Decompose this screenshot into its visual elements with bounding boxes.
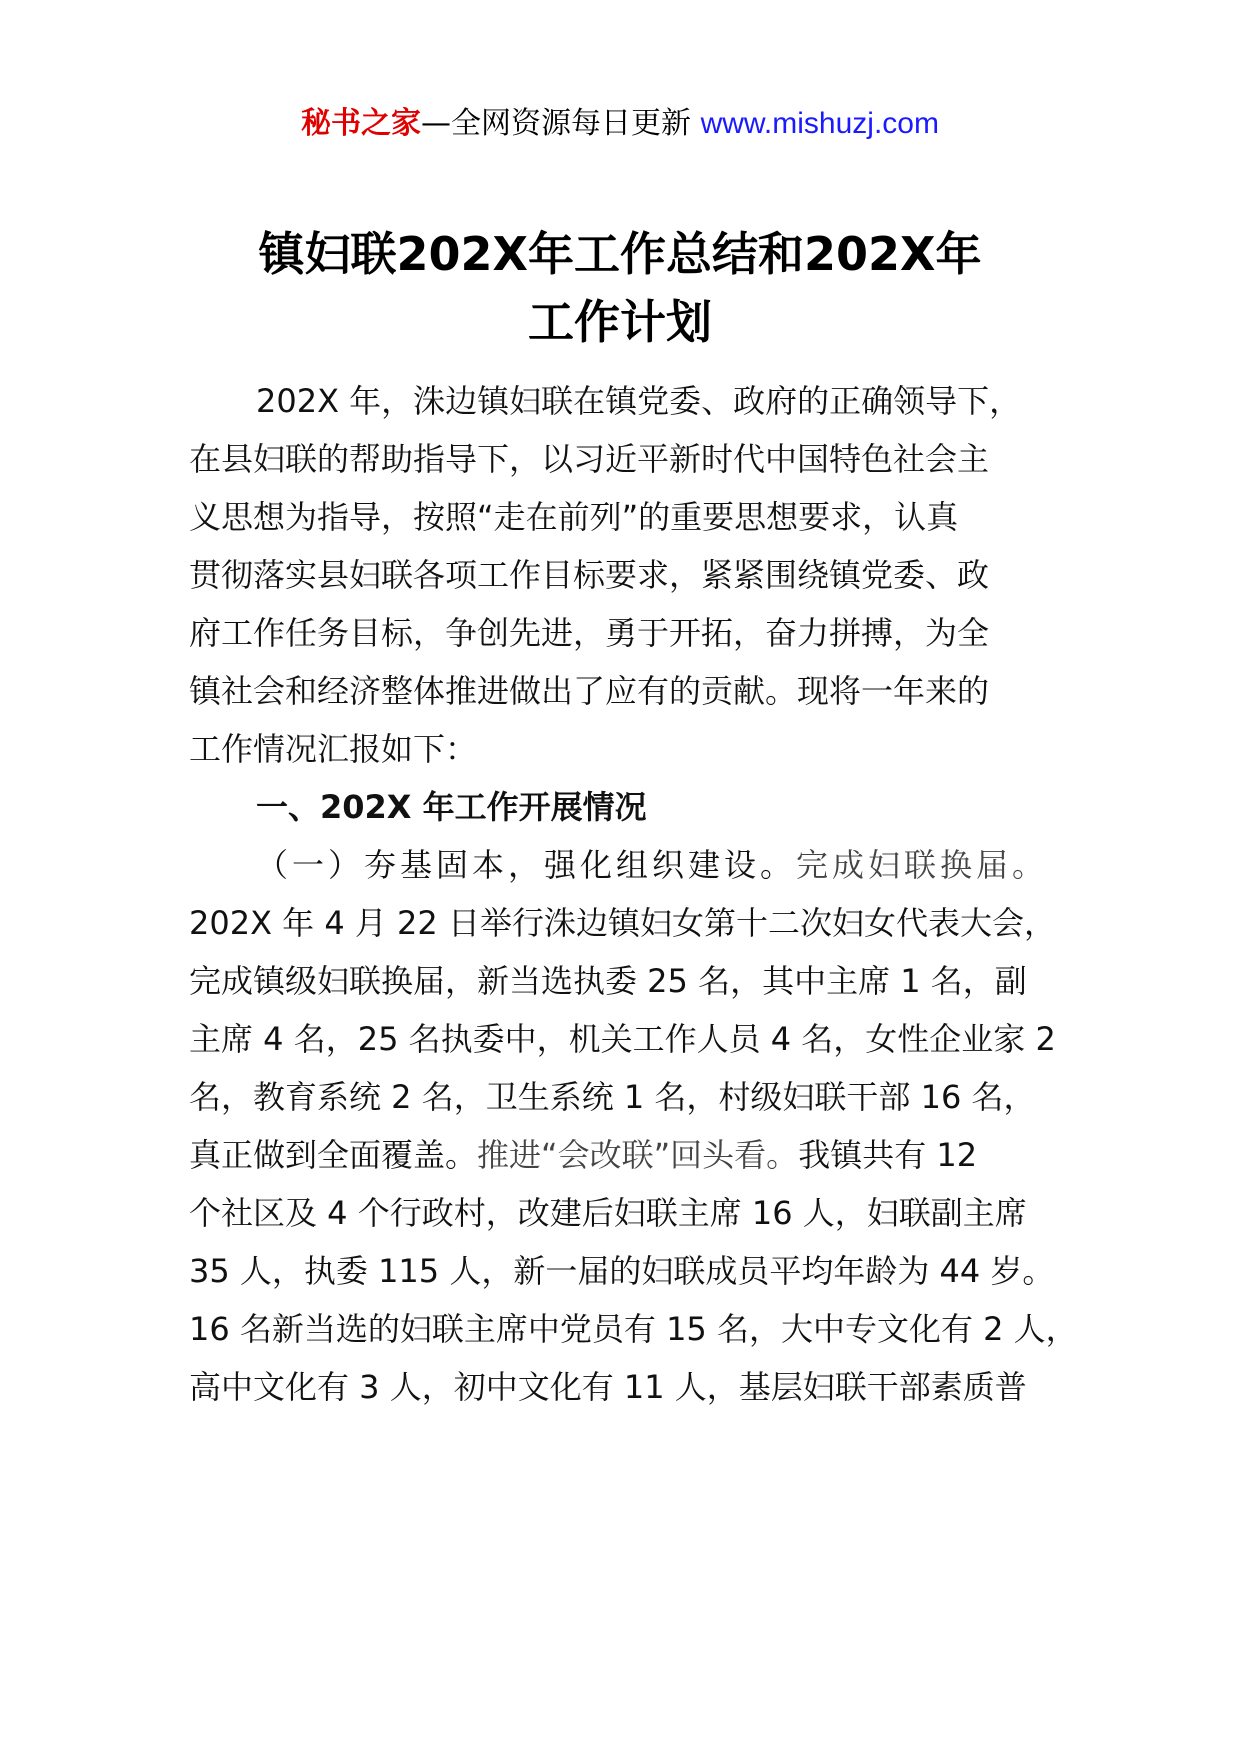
body-line: 202X 年，洙边镇妇联在镇党委、政府的正确领导下， — [256, 382, 1022, 420]
document-title-line-1: 镇妇联202X年工作总结和202X年 — [258, 227, 982, 281]
subsection-topic: 完成妇联换届。 — [796, 846, 1049, 884]
subsection-heading: （一）夯基固本，强化组织建设。 — [256, 846, 797, 884]
body-line: 主席 4 名，25 名执委中，机关工作人员 4 名，女性企业家 2 — [189, 1020, 1056, 1058]
section-heading: 一、202X 年工作开展情况 — [256, 788, 647, 826]
body-text-segment: 真正做到全面覆盖。 — [189, 1136, 478, 1174]
body-text-segment: 我镇共有 12 — [798, 1136, 978, 1174]
subsection-line — [256, 833, 1048, 897]
body-topic-segment: 推进“会改联”回头看。 — [477, 1136, 799, 1174]
site-url-link[interactable]: www.mishuzj.com — [700, 107, 939, 140]
body-line: 35 人，执委 115 人，新一届的妇联成员平均年龄为 44 岁。 — [189, 1252, 1055, 1290]
body-line: 完成镇级妇联换届，新当选执委 25 名，其中主席 1 名，副 — [189, 962, 1027, 1000]
header-dash: — — [421, 106, 452, 141]
site-header — [0, 102, 1240, 146]
body-line: 工作情况汇报如下： — [189, 730, 478, 768]
body-line: 义思想为指导，按照“走在前列”的重要思想要求，认真 — [189, 498, 959, 536]
header-tagline: 全网资源每日更新 — [451, 106, 692, 141]
body-line-mixed — [189, 1123, 977, 1187]
body-line: 名，教育系统 2 名，卫生系统 1 名，村级妇联干部 16 名， — [189, 1078, 1036, 1116]
body-line: 202X 年 4 月 22 日举行洙边镇妇女第十二次妇女代表大会， — [189, 904, 1056, 942]
body-line: 高中文化有 3 人，初中文化有 11 人，基层妇联干部素质普 — [189, 1368, 1027, 1406]
body-line: 个社区及 4 个行政村，改建后妇联主席 16 人，妇联副主席 — [189, 1194, 1027, 1232]
body-line: 在县妇联的帮助指导下，以习近平新时代中国特色社会主 — [189, 440, 990, 478]
document-title-line-2: 工作计划 — [528, 295, 712, 349]
brand-name: 秘书之家 — [301, 106, 422, 141]
body-line: 镇社会和经济整体推进做出了应有的贡献。现将一年来的 — [189, 672, 990, 710]
body-line: 府工作任务目标，争创先进，勇于开拓，奋力拼搏，为全 — [189, 614, 990, 652]
body-line: 贯彻落实县妇联各项工作目标要求，紧紧围绕镇党委、政 — [189, 556, 990, 594]
body-line: 16 名新当选的妇联主席中党员有 15 名，大中专文化有 2 人， — [189, 1310, 1078, 1348]
